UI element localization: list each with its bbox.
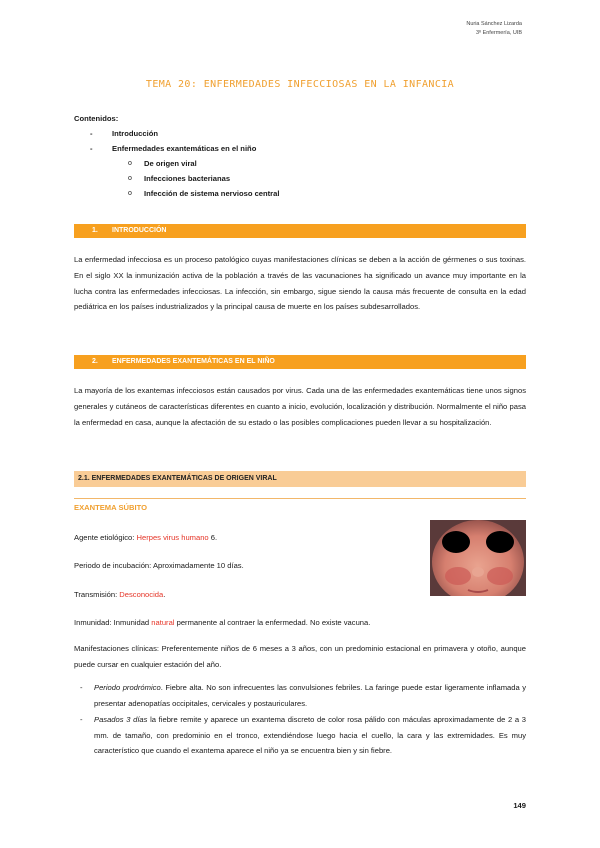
contents-item: - Enfermedades exantemáticas en el niño [74,141,279,156]
agente-value: Herpes virus humano [136,533,209,542]
section-heading-exantematicas [74,355,526,369]
section-number: 1. [92,227,98,234]
exantema-photo [430,520,526,596]
contents-list [74,111,279,201]
transmision-value: Desconocida [119,590,164,599]
list-item: - Periodo prodrómico. Fiebre alta. No son infrecuentes las convulsiones febriles. La faringe puede estar ligeramente inflamada y presentar adenopatías occipitales, cervicales y postauriculares. [94,680,526,711]
list-marker: o [128,160,132,167]
contents-subitem: o De origen viral [74,156,279,171]
list-item: - Pasados 3 días la fiebre remite y aparece un exantema discreto de color rosa pálido con máculas aproximadamente de 2 a 3 mm. de tamaño, con predominio en el tronco, extendiéndose luego hacia el cuello, la cara y las extremidades. Es muy característico que cuando el exantema aparece el niño ya se encuentra bien y sin fiebre. [94,712,526,759]
list-marker: o [128,175,132,182]
bullet-lead: Periodo prodrómico [94,683,161,692]
inmunidad-value: natural [151,618,175,627]
list-marker: - [90,144,93,153]
disease-title: EXANTEMA SÚBITO [74,503,147,512]
contents-subitem: o Infección de sistema nervioso central [74,186,279,201]
section-title: INTRODUCCIÓN [112,227,167,234]
contents-subitem: o Infecciones bacterianas [74,171,279,186]
transmision-line: Transmisión: Desconocida. [74,590,166,599]
bullet-lead: Pasados 3 días [94,715,148,724]
list-marker: - [90,129,93,138]
contents-item: - Introducción [74,126,279,141]
manifestaciones-paragraph: Manifestaciones clínicas: Preferentemente niños de 6 meses a 3 años, con un predominio estacional en primavera y otoño, aunque puede cursar en cualquier estación del año. [74,644,526,669]
agente-line: Agente etiológico: Herpes virus humano 6. [74,533,218,542]
section-title: ENFERMEDADES EXANTEMÁTICAS EN EL NIÑO [112,358,275,365]
page-title: TEMA 20: ENFERMEDADES INFECCIOSAS EN LA INFANCIA [145,79,455,90]
section-number: 2. [92,358,98,365]
section-heading-introduccion [74,224,526,238]
section2-paragraph: La mayoría de los exantemas infecciosos están causados por virus. Cada una de las enfermedades exantemáticas tiene unos signos generales y cutáneos de características diferentes en cuanto a inicio, evolución, localización y distribución. Normalmente el niño pasa la enfermedad en casa, aunque la afectación de su estado o las posibles complicaciones pueden llevar a su hospitalización. [74,386,526,427]
incubacion-line: Periodo de incubación: Aproximadamente 10 días. [74,561,244,570]
inmunidad-line: Inmunidad: Inmunidad natural permanente al contraer la enfermedad. No existe vacuna. [74,618,371,627]
page-number: 149 [513,801,526,810]
contents-heading: Contenidos: [74,114,119,123]
divider [74,498,526,499]
running-header [466,20,522,38]
list-marker: o [128,190,132,197]
header-author: Nuria Sánchez Lizarda [466,21,522,27]
child-face-image [430,520,526,596]
section1-paragraph: La enfermedad infecciosa es un proceso patológico cuyas manifestaciones clínicas se deben a la acción de gérmenes o sus toxinas. En el siglo XX la inmunización activa de la población a través de las vacunaciones ha significado un avance muy importante en la lucha contra las enfermedades infecciosas. La infección, sin embargo, sigue siendo la causa más frecuente de consulta en la edad pediátrica en los países industrializados y la principal causa de muerte en los países subdesarrollados. [74,255,526,312]
list-marker: - [80,683,83,692]
subsection-heading-viral: 2.1. ENFERMEDADES EXANTEMÁTICAS DE ORIGEN VIRAL [74,471,526,487]
list-marker: - [80,715,83,724]
header-course: 3º Enfermería, UIB [475,30,522,36]
